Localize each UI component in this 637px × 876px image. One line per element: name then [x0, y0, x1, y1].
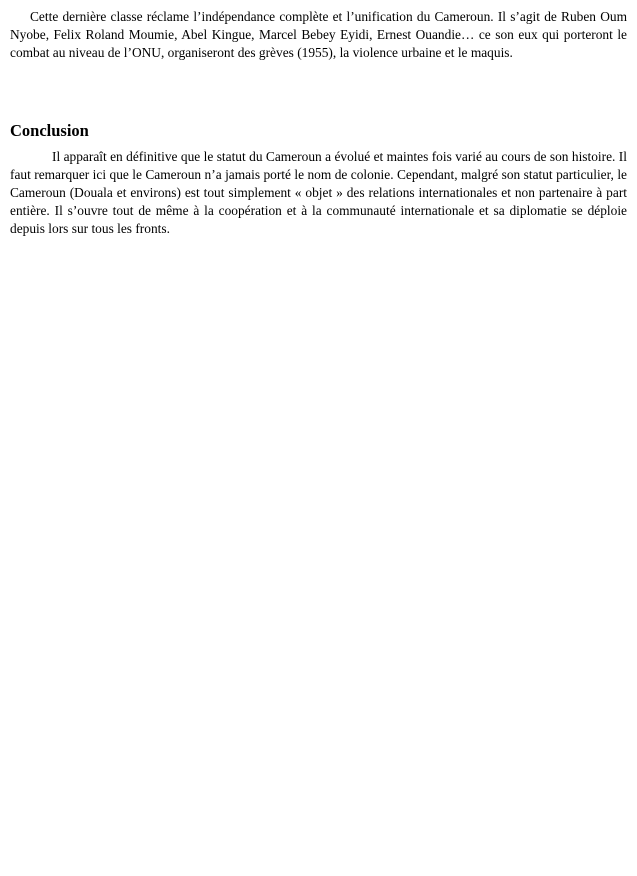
document-page — [10, 8, 627, 236]
conclusion-heading: Conclusion — [10, 121, 89, 140]
intro-paragraph: Cette dernière classe réclame l’indépendance complète et l’unification du Cameroun. Il s’agit de Ruben Oum Nyobe, Felix Roland Moumie, Abel Kingue, Marcel Bebey Eyidi, Ernest Ouandie… ce son eux qui porteront le combat au niveau de l’ONU, organiseront des grèves (1955), la violence urbaine et le maquis. — [10, 9, 627, 60]
conclusion-paragraph: Il apparaît en définitive que le statut du Cameroun a évolué et maintes fois varié au cours de son histoire. Il faut remarquer ici que le Cameroun n’a jamais porté le nom de colonie. Cependant, malgré son statut particulier, le Cameroun (Douala et environs) est tout simplement « objet » des relations internationales et non partenaire à part entière. Il s’ouvre tout de même à la coopération et à la communauté internationale et sa diplomatie se déploie depuis lors sur tous les fronts. — [10, 149, 627, 236]
